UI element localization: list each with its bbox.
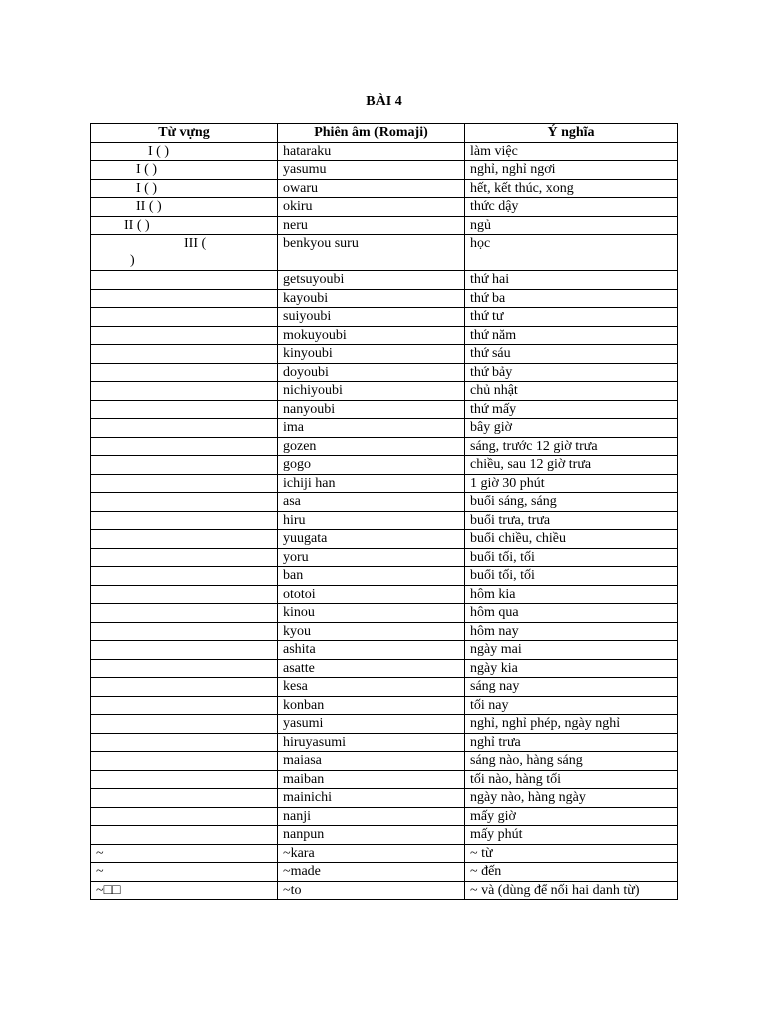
- romaji-cell: getsuyoubi: [278, 271, 465, 290]
- romaji-cell: mokuyoubi: [278, 326, 465, 345]
- meaning-cell: mấy phút: [465, 826, 678, 845]
- table-row: [91, 789, 678, 808]
- table-row: [91, 715, 678, 734]
- word-cell: [91, 363, 278, 382]
- romaji-cell: kayoubi: [278, 289, 465, 308]
- word-cell: [91, 474, 278, 493]
- table-row: [91, 419, 678, 438]
- table-row: [91, 622, 678, 641]
- table-row: [91, 161, 678, 180]
- meaning-cell: thứ sáu: [465, 345, 678, 364]
- table-row: [91, 530, 678, 549]
- meaning-cell: ngày kia: [465, 659, 678, 678]
- word-cell: [91, 715, 278, 734]
- table-row: [91, 770, 678, 789]
- romaji-cell: hiru: [278, 511, 465, 530]
- word-cell: [91, 807, 278, 826]
- meaning-cell: tối nay: [465, 696, 678, 715]
- table-row: [91, 456, 678, 475]
- meaning-cell: mấy giờ: [465, 807, 678, 826]
- verb-group-label: I ( ): [148, 143, 169, 159]
- word-cell: [91, 345, 278, 364]
- meaning-cell: thứ tư: [465, 308, 678, 327]
- verb-group-label: I ( ): [136, 162, 157, 177]
- table-row: [91, 437, 678, 456]
- word-cell: [91, 826, 278, 845]
- romaji-cell: yasumi: [278, 715, 465, 734]
- word-cell: [91, 271, 278, 290]
- word-cell: [91, 235, 278, 271]
- word-cell: [91, 585, 278, 604]
- meaning-cell: tối nào, hàng tối: [465, 770, 678, 789]
- romaji-cell: hiruyasumi: [278, 733, 465, 752]
- table-row: [91, 585, 678, 604]
- romaji-cell: yasumu: [278, 161, 465, 180]
- table-row: [91, 659, 678, 678]
- word-cell: [91, 382, 278, 401]
- meaning-cell: nghỉ trưa: [465, 733, 678, 752]
- meaning-cell: sáng nào, hàng sáng: [465, 752, 678, 771]
- table-row: [91, 844, 678, 863]
- romaji-cell: konban: [278, 696, 465, 715]
- romaji-cell: kinyoubi: [278, 345, 465, 364]
- meaning-cell: sáng nay: [465, 678, 678, 697]
- romaji-cell: yuugata: [278, 530, 465, 549]
- word-cell: [91, 161, 278, 180]
- table-row: [91, 548, 678, 567]
- word-cell: [91, 179, 278, 198]
- table-row: [91, 696, 678, 715]
- romaji-cell: nanyoubi: [278, 400, 465, 419]
- meaning-cell: ngày mai: [465, 641, 678, 660]
- romaji-cell: nanpun: [278, 826, 465, 845]
- meaning-cell: thứ mấy: [465, 400, 678, 419]
- romaji-cell: gozen: [278, 437, 465, 456]
- word-cell: [91, 437, 278, 456]
- word-cell: [91, 604, 278, 623]
- page-title: BÀI 4: [366, 94, 402, 109]
- meaning-cell: ~ từ: [465, 844, 678, 863]
- romaji-cell: kesa: [278, 678, 465, 697]
- meaning-cell: buổi tối, tối: [465, 548, 678, 567]
- word-cell: [91, 308, 278, 327]
- verb-group-label: I ( ): [136, 180, 157, 196]
- word-cell: [91, 530, 278, 549]
- romaji-cell: suiyoubi: [278, 308, 465, 327]
- table-row: [91, 235, 678, 271]
- table-row: [91, 826, 678, 845]
- meaning-cell: hết, kết thúc, xong: [465, 179, 678, 198]
- table-row: [91, 863, 678, 882]
- word-cell: [91, 326, 278, 345]
- word-cell: [91, 289, 278, 308]
- header-romaji: Phiên âm (Romaji): [278, 124, 465, 143]
- word-cell: [91, 733, 278, 752]
- meaning-cell: ~ đến: [465, 863, 678, 882]
- romaji-cell: maiban: [278, 770, 465, 789]
- word-cell: ~: [91, 863, 278, 882]
- romaji-cell: asatte: [278, 659, 465, 678]
- meaning-cell: hôm qua: [465, 604, 678, 623]
- meaning-cell: thứ ba: [465, 289, 678, 308]
- meaning-cell: buổi tối, tối: [465, 567, 678, 586]
- meaning-cell: buổi sáng, sáng: [465, 493, 678, 512]
- meaning-cell: buổi chiều, chiều: [465, 530, 678, 549]
- romaji-cell: kyou: [278, 622, 465, 641]
- word-cell: [91, 400, 278, 419]
- verb-group-label: II ( ): [124, 217, 150, 233]
- romaji-cell: owaru: [278, 179, 465, 198]
- romaji-cell: yoru: [278, 548, 465, 567]
- word-cell: [91, 216, 278, 235]
- romaji-cell: benkyou suru: [278, 235, 465, 271]
- word-cell: [91, 752, 278, 771]
- table-row: [91, 511, 678, 530]
- table-row: [91, 289, 678, 308]
- meaning-cell: thứ bảy: [465, 363, 678, 382]
- word-cell: ~□□: [91, 881, 278, 900]
- romaji-cell: ~kara: [278, 844, 465, 863]
- meaning-cell: nghỉ, nghỉ ngơi: [465, 161, 678, 180]
- meaning-cell: thứ năm: [465, 326, 678, 345]
- romaji-cell: okiru: [278, 198, 465, 217]
- romaji-cell: doyoubi: [278, 363, 465, 382]
- meaning-cell: 1 giờ 30 phút: [465, 474, 678, 493]
- meaning-cell: ~ và (dùng để nối hai danh từ): [465, 881, 678, 900]
- word-cell: [91, 641, 278, 660]
- meaning-cell: bây giờ: [465, 419, 678, 438]
- table-row: [91, 567, 678, 586]
- table-row: [91, 641, 678, 660]
- meaning-cell: ngủ: [465, 216, 678, 235]
- romaji-cell: nichiyoubi: [278, 382, 465, 401]
- word-cell: [91, 419, 278, 438]
- meaning-cell: học: [465, 235, 678, 271]
- romaji-cell: ima: [278, 419, 465, 438]
- romaji-cell: maiasa: [278, 752, 465, 771]
- table-row: [91, 179, 678, 198]
- romaji-cell: mainichi: [278, 789, 465, 808]
- table-row: [91, 604, 678, 623]
- meaning-cell: hôm kia: [465, 585, 678, 604]
- verb-group-label: III (: [184, 236, 207, 251]
- meaning-cell: nghỉ, nghỉ phép, ngày nghỉ: [465, 715, 678, 734]
- table-row: [91, 881, 678, 900]
- word-cell: [91, 770, 278, 789]
- romaji-cell: nanji: [278, 807, 465, 826]
- table-row: [91, 363, 678, 382]
- table-row: [91, 345, 678, 364]
- table-row: [91, 198, 678, 217]
- table-header-row: [91, 124, 678, 143]
- table-row: [91, 807, 678, 826]
- romaji-cell: gogo: [278, 456, 465, 475]
- word-cell: [91, 493, 278, 512]
- romaji-cell: asa: [278, 493, 465, 512]
- romaji-cell: neru: [278, 216, 465, 235]
- meaning-cell: hôm nay: [465, 622, 678, 641]
- romaji-cell: kinou: [278, 604, 465, 623]
- romaji-cell: ~to: [278, 881, 465, 900]
- word-cell: [91, 198, 278, 217]
- meaning-cell: làm việc: [465, 142, 678, 161]
- romaji-cell: hataraku: [278, 142, 465, 161]
- word-cell: [91, 696, 278, 715]
- table-row: [91, 382, 678, 401]
- word-cell: ~: [91, 844, 278, 863]
- meaning-cell: ngày nào, hàng ngày: [465, 789, 678, 808]
- table-row: [91, 142, 678, 161]
- meaning-cell: buổi trưa, trưa: [465, 511, 678, 530]
- word-cell: [91, 142, 278, 161]
- meaning-cell: chủ nhật: [465, 382, 678, 401]
- word-cell: [91, 789, 278, 808]
- header-vocabulary: Từ vựng: [91, 124, 278, 143]
- meaning-cell: thứ hai: [465, 271, 678, 290]
- meaning-cell: thức dậy: [465, 198, 678, 217]
- romaji-cell: ototoi: [278, 585, 465, 604]
- word-cell: [91, 567, 278, 586]
- table-row: [91, 493, 678, 512]
- meaning-cell: sáng, trước 12 giờ trưa: [465, 437, 678, 456]
- table-row: [91, 752, 678, 771]
- verb-group-label: II ( ): [136, 199, 162, 214]
- word-cell: [91, 678, 278, 697]
- vocabulary-rows: [91, 271, 678, 900]
- romaji-cell: ban: [278, 567, 465, 586]
- table-row: [91, 678, 678, 697]
- table-row: [91, 474, 678, 493]
- word-cell: [91, 548, 278, 567]
- header-meaning: Ý nghĩa: [465, 124, 678, 143]
- table-row: [91, 308, 678, 327]
- vocabulary-table: [90, 123, 678, 900]
- table-row: [91, 733, 678, 752]
- word-cell: [91, 659, 278, 678]
- table-row: [91, 216, 678, 235]
- romaji-cell: ashita: [278, 641, 465, 660]
- romaji-cell: ~made: [278, 863, 465, 882]
- table-row: [91, 326, 678, 345]
- verb-group-label-close: ): [130, 253, 135, 268]
- word-cell: [91, 456, 278, 475]
- word-cell: [91, 622, 278, 641]
- word-cell: [91, 511, 278, 530]
- romaji-cell: ichiji han: [278, 474, 465, 493]
- table-row: [91, 400, 678, 419]
- meaning-cell: chiều, sau 12 giờ trưa: [465, 456, 678, 475]
- table-row: [91, 271, 678, 290]
